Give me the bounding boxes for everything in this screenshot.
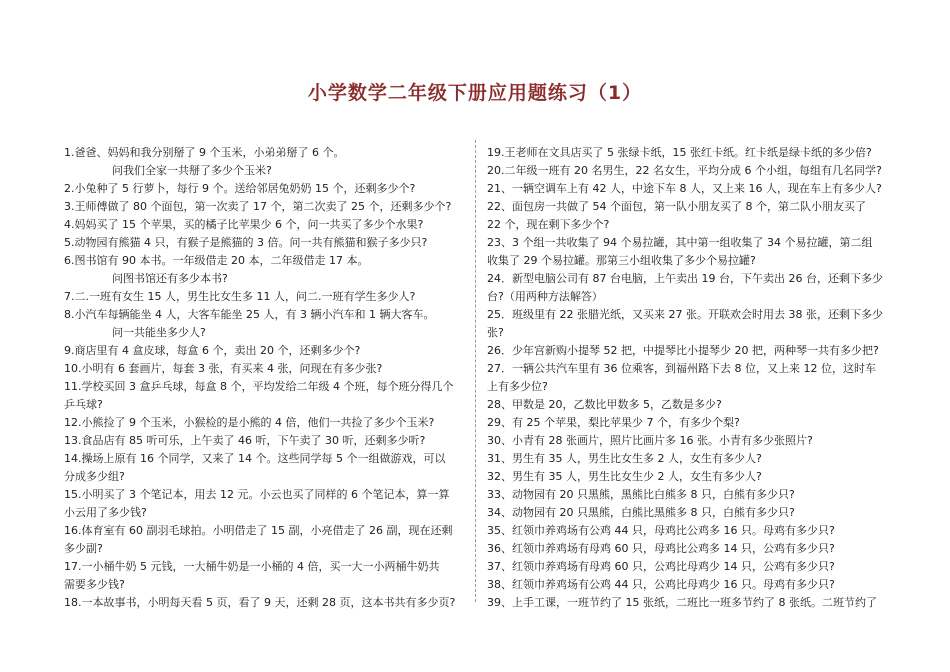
problem-line: 21、一辆空调车上有 42 人，中途下车 8 人，又上来 16 人，现在车上有多少人? (487, 182, 882, 195)
problem-line: 15.小明买了 3 个笔记本，用去 12 元。小云也买了同样的 6 个笔记本，算一算 (64, 488, 450, 501)
problem-line: 10.小明有 6 套画片，每套 3 张，有买来 4 张，问现在有多少张? (64, 362, 383, 375)
problem-line: 32、男生有 35 人，男生比女生少 2 人，女生有多少人? (487, 470, 762, 483)
problem-line: 22 个，现在剩下多少个? (487, 218, 610, 231)
problem-line: 29、有 25 个苹果，梨比苹果少 7 个，有多少个梨? (487, 416, 740, 429)
problem-line: 38、红领巾养鸡场有公鸡 44 只，公鸡比母鸡少 16 只。母鸡有多少只? (487, 578, 835, 591)
problem-line: 39、上手工课，一班节约了 15 张纸，二班比一班多节约了 8 张纸。二班节约了 (487, 596, 877, 609)
problem-line: 34、动物园有 20 只黑熊，白熊比黑熊多 8 只，白熊有多少只? (487, 506, 795, 519)
problem-line: 17.一小桶牛奶 5 元钱，一大桶牛奶是一小桶的 4 倍，买一大一小两桶牛奶共 (64, 560, 440, 573)
problem-line: 收集了 29 个易拉罐。那第三小组收集了多少个易拉罐? (487, 254, 756, 267)
left-column (64, 144, 468, 612)
problem-line: 8.小汽车每辆能坐 4 人，大客车能坐 25 人，有 3 辆小汽车和 1 辆大客车。 (64, 308, 435, 321)
problem-line: 12.小熊捡了 9 个玉米，小猴检的是小熊的 4 倍，他们一共捡了多少个玉米? (64, 416, 435, 429)
right-column (487, 144, 893, 612)
problem-line: 1.爸爸、妈妈和我分别掰了 9 个玉米，小弟弟掰了 6 个。 (64, 146, 345, 159)
problem-line: 6.图书馆有 90 本书。一年级借走 20 本，二年级借走 17 本。 (64, 254, 369, 267)
problem-line: 多少副? (64, 542, 103, 555)
problem-line: 问图书馆还有多少本书? (112, 272, 228, 285)
problem-line: 22、面包房一共做了 54 个面包，第一队小朋友买了 8 个，第二队小朋友买了 (487, 200, 866, 213)
problem-line: 2.小兔种了 5 行萝卜，每行 9 个。送给邻居兔奶奶 15 个，还剩多少个? (64, 182, 416, 195)
problem-line: 张? (487, 326, 504, 339)
problem-line: 4.妈妈买了 15 个苹果，买的橘子比苹果少 6 个，问一共买了多少个水果? (64, 218, 424, 231)
problem-line: 25．班级里有 22 张腊光纸，又买来 27 张。开联欢会时用去 38 张，还剩下多少 (487, 308, 883, 321)
problem-line: 14.操场上原有 16 个同学，又来了 14 个。这些同学每 5 个一组做游戏，可以 (64, 452, 446, 465)
problem-line: 16.体育室有 60 副羽毛球拍。小明借走了 15 副，小亮借走了 26 副，现在还剩 (64, 524, 453, 537)
problem-line: 20.二年级一班有 20 名男生，22 名女生，平均分成 6 个小组，每组有几名同学? (487, 164, 882, 177)
problem-line: 30、小青有 28 张画片，照片比画片多 16 张。小青有多少张照片? (487, 434, 813, 447)
problem-line: 26．少年宫新购小提琴 52 把，中提琴比小提琴少 20 把，两种琴一共有多少把? (487, 344, 879, 357)
problem-line: 7.二.一班有女生 15 人，男生比女生多 11 人，问二.一班有学生多少人? (64, 290, 416, 303)
problem-line: 3.王师傅做了 80 个面包，第一次卖了 17 个，第二次卖了 25 个，还剩多少个? (64, 200, 452, 213)
problem-line: 需要多少钱? (64, 578, 125, 591)
problem-line: 31、男生有 35 人，男生比女生多 2 人，女生有多少人? (487, 452, 762, 465)
problem-line: 9.商店里有 4 盒皮球，每盒 6 个，卖出 20 个，还剩多少个? (64, 344, 361, 357)
problem-line: 36、红领巾养鸡场有母鸡 60 只，母鸡比公鸡多 14 只，公鸡有多少只? (487, 542, 835, 555)
problem-line: 乒乓球? (64, 398, 103, 411)
problem-line: 小云用了多少钱? (64, 506, 147, 519)
problem-line: 27．一辆公共汽车里有 36 位乘客，到福州路下去 8 位，又上来 12 位，这时车 (487, 362, 876, 375)
problem-line: 24．新型电脑公司有 87 台电脑，上午卖出 19 台，下午卖出 26 台，还剩下多少 (487, 272, 883, 285)
problem-line: 28、甲数是 20，乙数比甲数多 5，乙数是多少? (487, 398, 722, 411)
page-title: 小学数学二年级下册应用题练习（1） (307, 82, 643, 104)
column-divider (475, 140, 476, 602)
problem-line: 23、3 个组一共收集了 94 个易拉罐，其中第一组收集了 34 个易拉罐，第二组 (487, 236, 873, 249)
problem-line: 问我们全家一共掰了多少个玉米? (112, 164, 272, 177)
problem-line: 19.王老师在文具店买了 5 张绿卡纸，15 张红卡纸。红卡纸是绿卡纸的多少倍? (487, 146, 872, 159)
problem-line: 5.动物园有熊猫 4 只，有猴子是熊猫的 3 倍。问一共有熊猫和猴子多少只? (64, 236, 428, 249)
problem-line: 33、动物园有 20 只黑熊，黑熊比白熊多 8 只，白熊有多少只? (487, 488, 795, 501)
problem-line: 37、红领巾养鸡场有母鸡 60 只，公鸡比母鸡少 14 只，公鸡有多少只? (487, 560, 835, 573)
problem-line: 分成多少组? (64, 470, 125, 483)
problem-line: 18.一本故事书，小明每天看 5 页，看了 9 天，还剩 28 页，这本书共有多少页? (64, 596, 456, 609)
problem-line: 35、红领巾养鸡场有公鸡 44 只，母鸡比公鸡多 16 只。母鸡有多少只? (487, 524, 835, 537)
problem-line: 13.食品店有 85 听可乐，上午卖了 46 听，下午卖了 30 听，还剩多少听? (64, 434, 426, 447)
problem-line: 上有多少位? (487, 380, 548, 393)
problem-line: 问一共能坐多少人? (112, 326, 206, 339)
problem-line: 台?（用两种方法解答） (487, 290, 603, 303)
problem-line: 11.学校买回 3 盒乒乓球，每盒 8 个，平均发给二年级 4 个班，每个班分得几个 (64, 380, 454, 393)
